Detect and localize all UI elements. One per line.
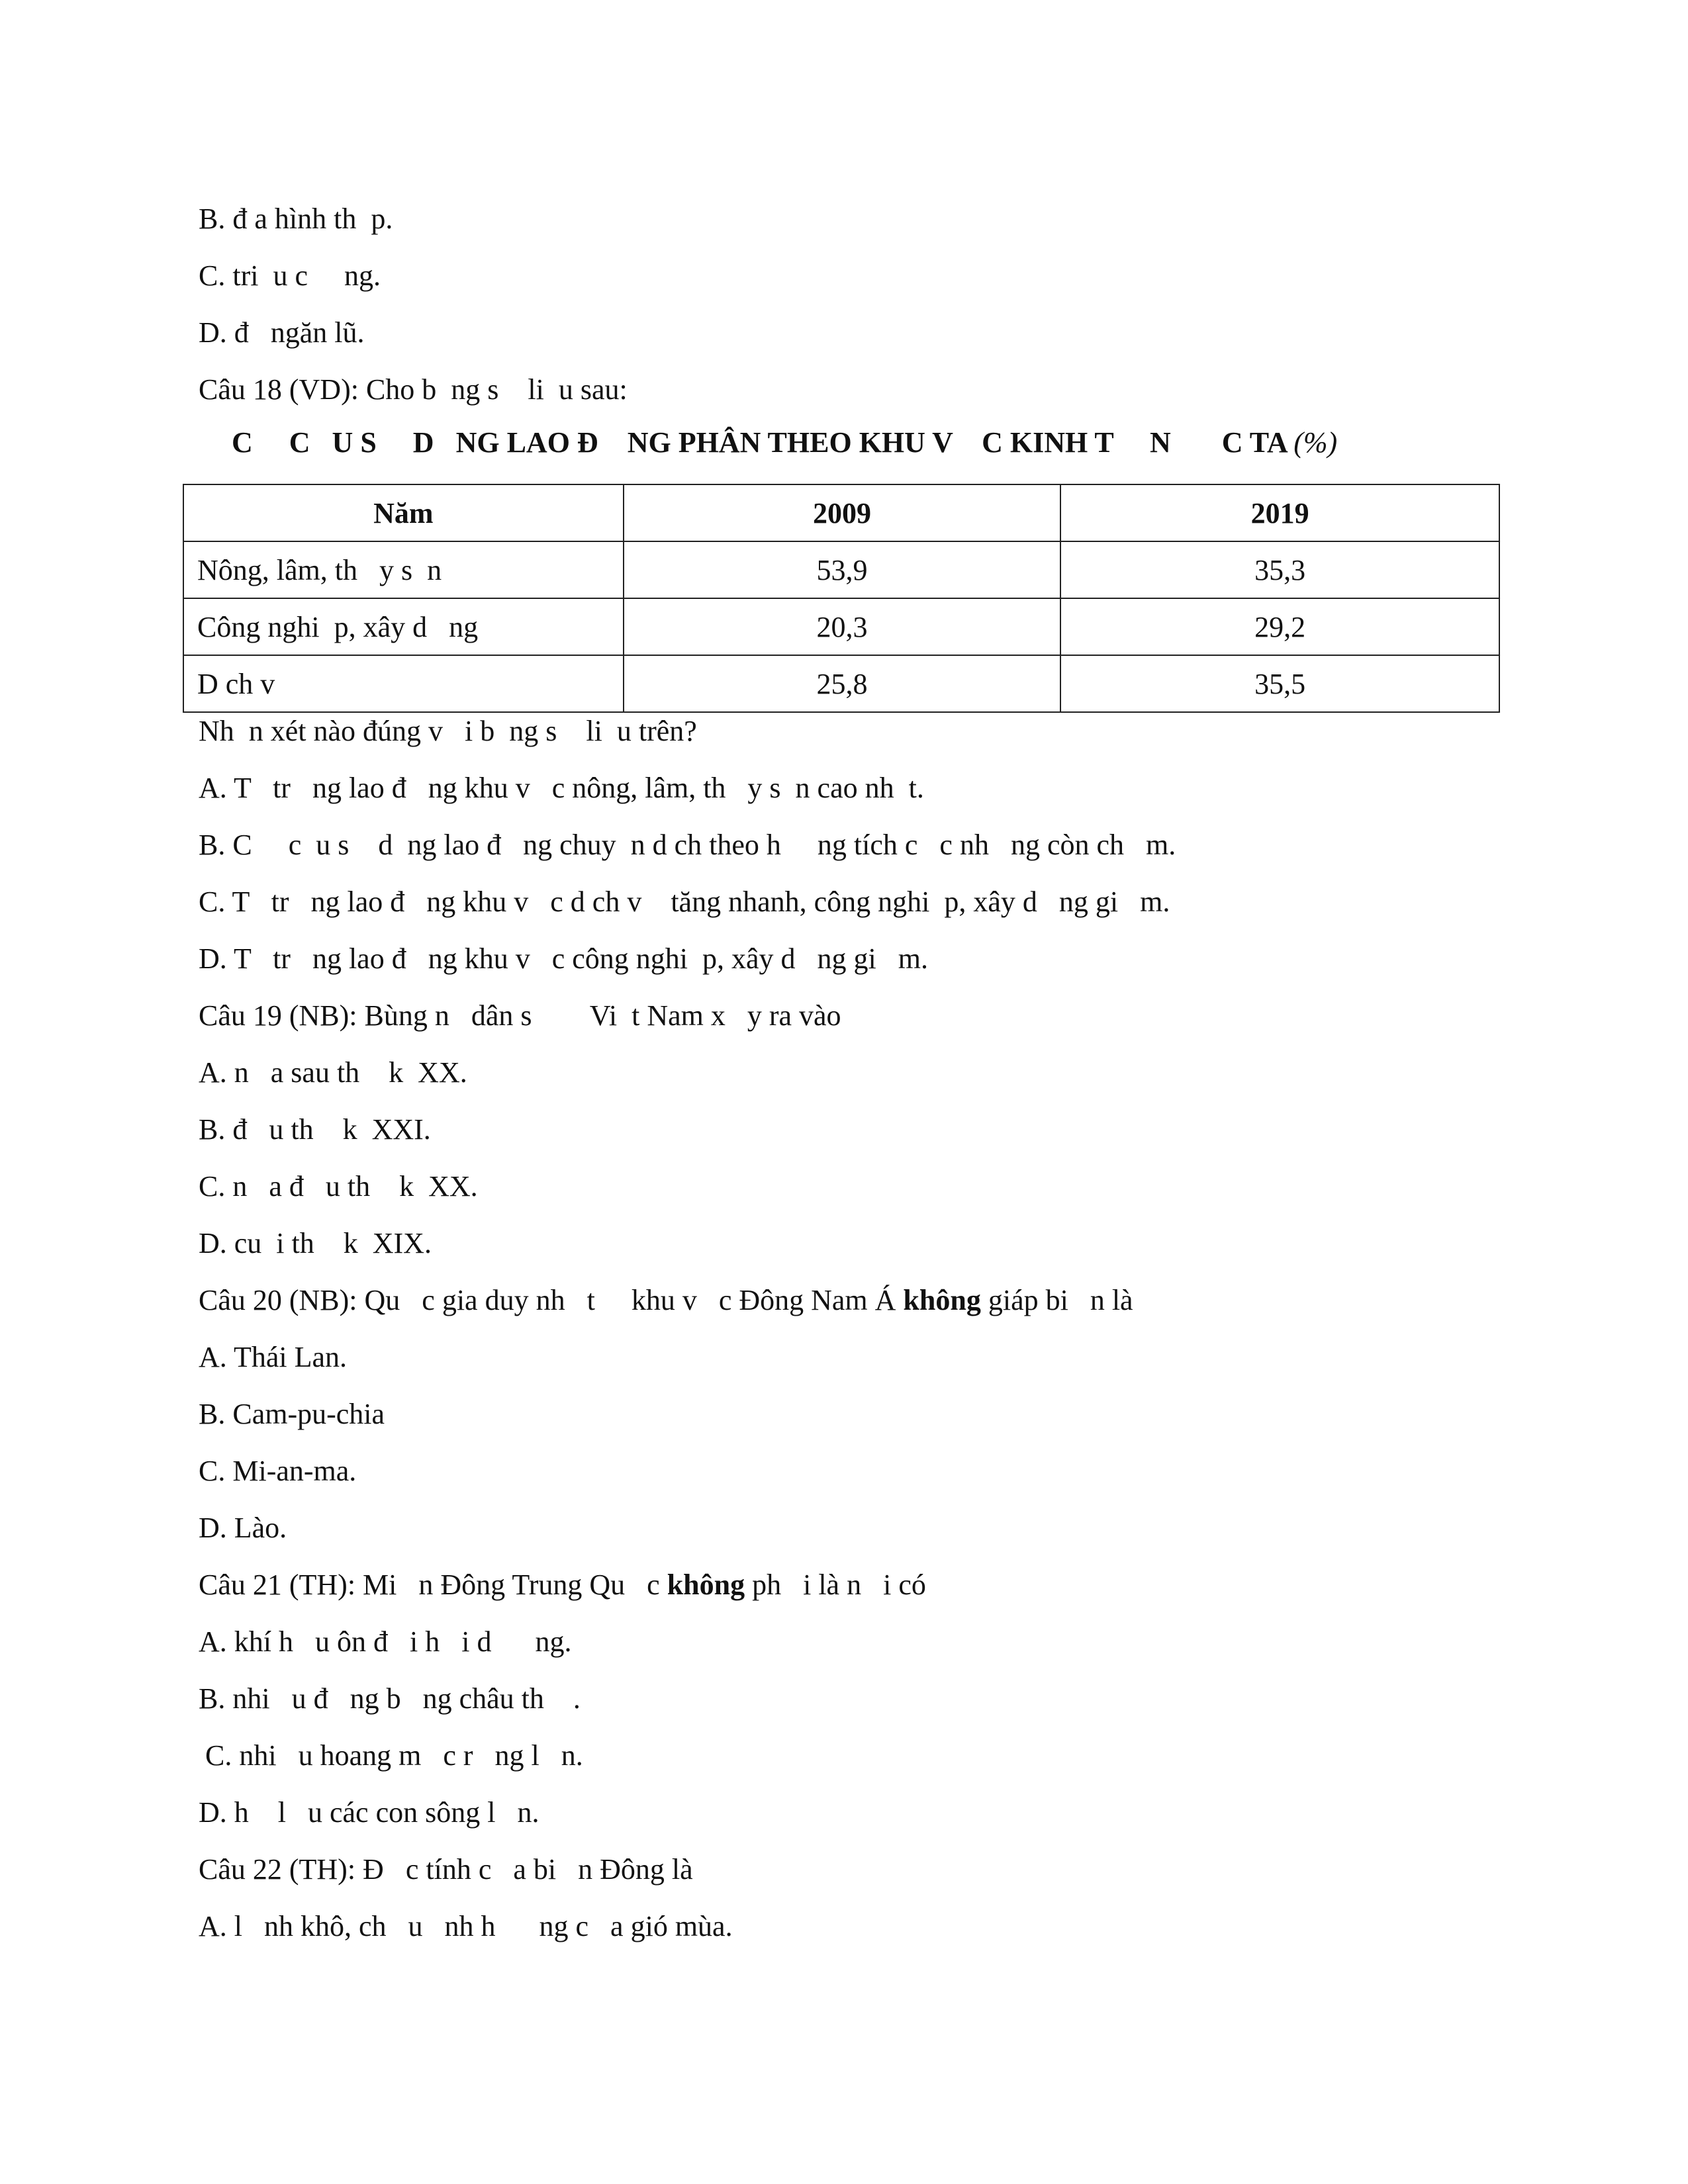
q21-option-b: B. nhi u đ ng b ng châu th . [199, 1682, 581, 1715]
q21-option-c: C. nhi u hoang m c r ng l n. [205, 1739, 583, 1772]
q18-option-d: D. T tr ng lao đ ng khu v c công nghi p, xây d ng gi m. [199, 942, 928, 975]
q17-option-c: C. tri u c ng. [199, 259, 381, 292]
q18-question: Nh n xét nào đúng v i b ng s li u trên? [199, 715, 697, 747]
q21-prompt-emphasis: không [667, 1569, 745, 1601]
table-title [232, 424, 1337, 461]
table-title-unit: (%) [1293, 426, 1338, 459]
q19-option-c: C. n a đ u th k XX. [199, 1170, 478, 1203]
q19-option-d: D. cu i th k XIX. [199, 1227, 432, 1259]
q21-prompt-post: ph i là n i có [745, 1569, 926, 1601]
q18-option-c: C. T tr ng lao đ ng khu v c d ch v tăng nhanh, công nghi p, xây d ng gi m. [199, 886, 1170, 918]
q21-prompt-pre: Câu 21 (TH): Mi n Đông Trung Qu c [199, 1569, 667, 1601]
cell-2009: 25,8 [624, 655, 1061, 712]
cell-2019: 35,5 [1060, 655, 1499, 712]
q21-option-d: D. h l u các con sông l n. [199, 1796, 539, 1829]
q19-option-b: B. đ u th k XXI. [199, 1113, 431, 1146]
q20-prompt-pre: Câu 20 (NB): Qu c gia duy nh t khu v c Đông Nam Á [199, 1284, 904, 1316]
q18-option-a: A. T tr ng lao đ ng khu v c nông, lâm, th y s n cao nh t. [199, 772, 924, 804]
q20-option-b: B. Cam-pu-chia [199, 1398, 385, 1430]
cell-2019: 29,2 [1060, 598, 1499, 655]
q18-prompt: Câu 18 (VD): Cho b ng s li u sau: [199, 373, 628, 406]
q22-option-a: A. l nh khô, ch u nh h ng c a gió mùa. [199, 1910, 733, 1942]
header-year: Năm [183, 484, 624, 541]
cell-2019: 35,3 [1060, 541, 1499, 598]
q21-option-a: A. khí h u ôn đ i h i d ng. [199, 1625, 572, 1658]
q20-option-c: C. Mi-an-ma. [199, 1455, 357, 1487]
row-label: Công nghi p, xây d ng [183, 598, 624, 655]
q18-option-b: B. C c u s d ng lao đ ng chuy n d ch theo h ng tích c c nh ng còn ch m. [199, 829, 1176, 861]
header-2009: 2009 [624, 484, 1061, 541]
table-row [183, 655, 1499, 712]
table-header-row [183, 484, 1499, 541]
q20-prompt-emphasis: không [903, 1284, 981, 1316]
q21-prompt [199, 1567, 926, 1604]
row-label: Nông, lâm, th y s n [183, 541, 624, 598]
q22-prompt: Câu 22 (TH): Đ c tính c a bi n Đông là [199, 1853, 693, 1886]
q20-prompt [199, 1282, 1133, 1319]
row-label: D ch v [183, 655, 624, 712]
q17-option-d: D. đ ngăn lũ. [199, 316, 365, 349]
table-title-text: C C U S D NG LAO Đ NG PHÂN THEO KHU V C KINH T N C TA [232, 426, 1294, 459]
q20-prompt-post: giáp bi n là [980, 1284, 1133, 1316]
q17-option-b: B. đ a hình th p. [199, 203, 393, 235]
labor-structure-table [183, 484, 1500, 713]
q19-option-a: A. n a sau th k XX. [199, 1056, 467, 1089]
header-2019: 2019 [1060, 484, 1499, 541]
q19-prompt: Câu 19 (NB): Bùng n dân s Vi t Nam x y ra vào [199, 999, 841, 1032]
table-row [183, 598, 1499, 655]
q20-option-d: D. Lào. [199, 1512, 287, 1544]
cell-2009: 20,3 [624, 598, 1061, 655]
cell-2009: 53,9 [624, 541, 1061, 598]
table-row [183, 541, 1499, 598]
q20-option-a: A. Thái Lan. [199, 1341, 348, 1373]
